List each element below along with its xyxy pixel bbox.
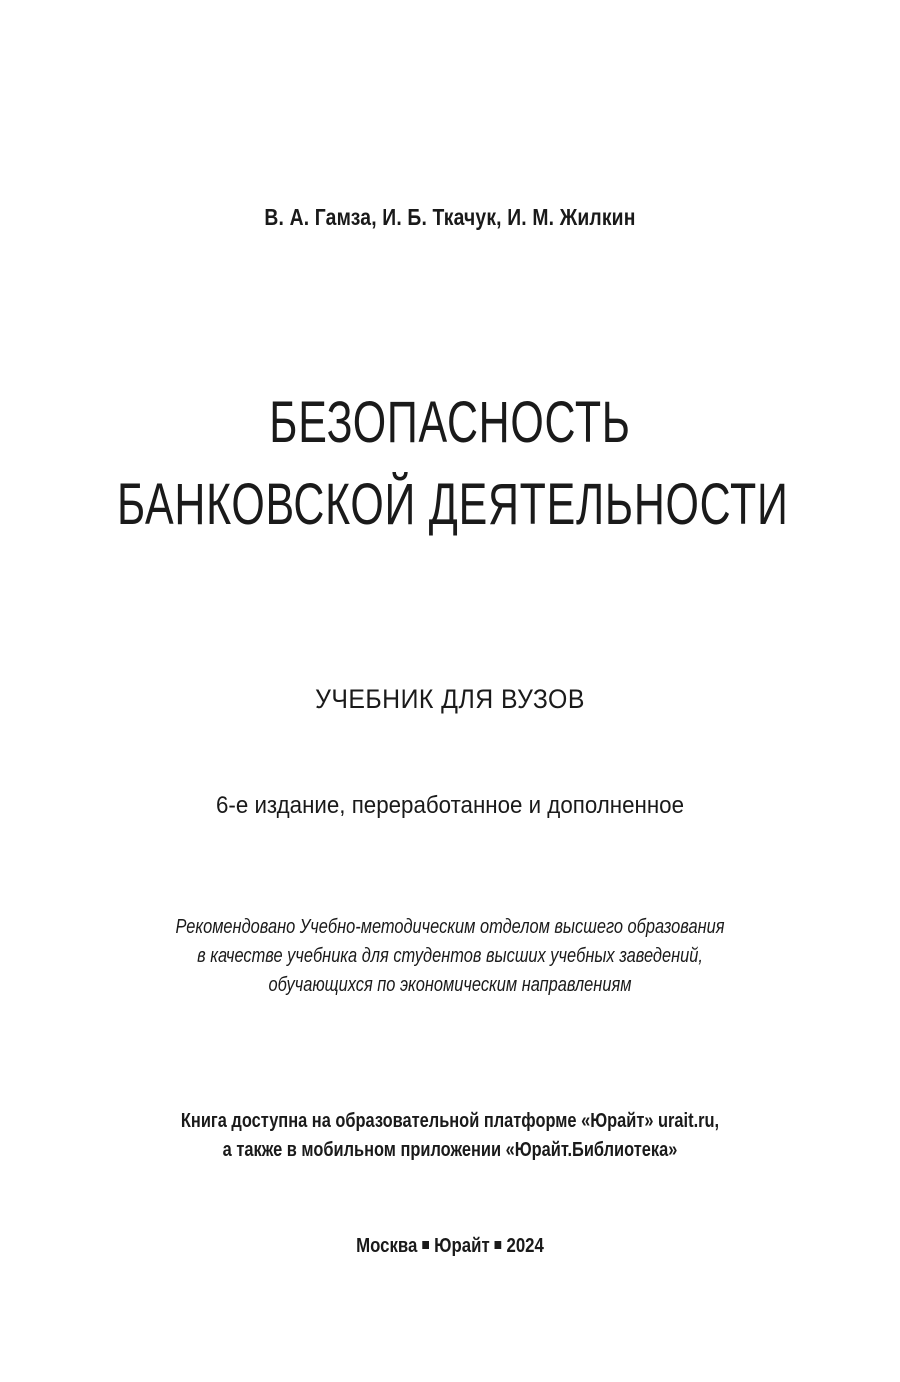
recommendation-line-1: Рекомендовано Учебно-методическим отделом высшего образования xyxy=(175,916,725,938)
availability-line-2: а также в мобильном приложении «Юрайт.Библиотека» xyxy=(222,1139,678,1161)
genre-label: УЧЕБНИК ДЛЯ ВУЗОВ xyxy=(315,684,585,714)
recommendation-line-3: обучающихся по экономическим направлениям xyxy=(268,974,632,996)
edition-label: 6-е издание, переработанное и дополненное xyxy=(215,792,684,819)
authors: В. А. Гамза, И. Б. Ткачук, И. М. Жилкин xyxy=(264,204,636,230)
black-square-icon xyxy=(422,1241,429,1249)
availability-line-1: Книга доступна на образовательной платформе «Юрайт» urait.ru, xyxy=(180,1110,720,1132)
recommendation-line-2: в качестве учебника для студентов высших учебных заведений, xyxy=(197,945,703,967)
book-title-line-1: БЕЗОПАСНОСТЬ xyxy=(269,390,631,455)
imprint-year: 2024 xyxy=(506,1235,544,1257)
imprint-publisher: Юрайт xyxy=(434,1235,490,1257)
imprint-city: Москва xyxy=(356,1235,418,1257)
book-title-line-2: БАНКОВСКОЙ ДЕЯТЕЛЬНОСТИ xyxy=(117,472,789,537)
black-square-icon xyxy=(495,1241,502,1249)
imprint xyxy=(72,1236,828,1256)
